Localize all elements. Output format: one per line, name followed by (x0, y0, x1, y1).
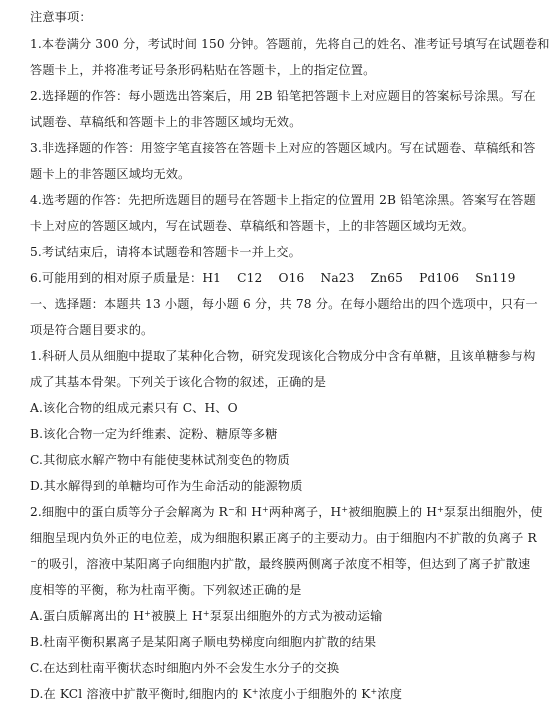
superscript: + (251, 687, 259, 696)
notice-item-2-line-2: 试题卷、草稿纸和答题卡上的非答题区域均无效。 (30, 115, 302, 129)
q2-text: 泵泵出细胞外的方式为被动运输 (209, 609, 383, 623)
q2-stem-line-4: 度相等的平衡，称为杜南平衡。下列叙述正确的是 (30, 583, 302, 597)
q2-stem-line-3 (30, 556, 530, 572)
q2-stem-line-2: 细胞呈现内负外正的电位差，成为细胞积累正离子的主要动力。由于细胞内不扩散的负离子 R (30, 531, 537, 545)
q1-option-c: C.其彻底水解产物中有能使斐林试剂变色的物质 (30, 453, 290, 467)
notice-item-6-atomic-masses: 6.可能用到的相对原子质量是：H1 C12 O16 Na23 Zn65 Pd106 Sn119 (30, 271, 516, 285)
notice-item-2-line-1: 2.选择题的作答：每小题选出答案后，用 2B 铅笔把答题卡上对应题目的答案标号涂黑。写在 (30, 89, 536, 103)
superscript: − (30, 557, 37, 566)
q2-text: 的吸引，溶液中某阳离子向细胞内扩散，最终膜两侧离子浓度不相等，但达到了离子扩散速 (36, 557, 531, 571)
superscript: + (341, 505, 349, 514)
q1-stem-line-1: 1.科研人员从细胞中提取了某种化合物，研究发现该化合物成分中含有单糖，且该单糖参与构 (30, 349, 536, 363)
superscript: + (144, 609, 151, 618)
notice-item-1-line-2: 答题卡上，并将准考证号条形码粘贴在答题卡，上的指定位置。 (30, 63, 376, 77)
notice-item-3-line-2: 题卡上的非答题区域均无效。 (30, 167, 191, 181)
notice-item-3-line-1: 3.非选择题的作答：用签字笔直接答在答题卡上对应的答题区域内。写在试题卷、草稿纸和答 (30, 141, 536, 155)
q2-text: 2.细胞中的蛋白质等分子会解离为 R (30, 505, 229, 519)
superscript: + (262, 505, 269, 514)
q2-text: 两种离子，H (268, 505, 342, 519)
q2-text: 被膜上 H (151, 609, 203, 623)
q1-stem-line-2: 成了其基本骨架。下列关于该化合物的叙述，正确的是 (30, 375, 327, 389)
q1-option-d: D.其水解得到的单糖均可作为生命活动的能源物质 (30, 479, 303, 493)
notice-heading: 注意事项： (30, 10, 92, 24)
q2-stem-line-1 (30, 504, 543, 520)
q2-option-d (30, 686, 530, 702)
superscript: − (228, 505, 235, 514)
section-heading-line-1: 一、选择题：本题共 13 小题，每小题 6 分，共 78 分。在每小题给出的四个选项中，只有一 (30, 297, 538, 311)
notice-item-4-line-1: 4.选考题的作答：先把所选题目的题号在答题卡上指定的位置用 2B 铅笔涂黑。答案写在答题 (30, 193, 536, 207)
q2-text: 和 H (234, 505, 263, 519)
q2-option-c: C.在达到杜南平衡状态时细胞内外不会发生水分子的交换 (30, 661, 340, 675)
superscript: + (437, 505, 444, 514)
q2-option-a (30, 608, 530, 624)
section-heading-line-2: 项是符合题目要求的。 (30, 323, 154, 337)
superscript: + (202, 609, 210, 618)
q2-text: 浓度 (377, 687, 403, 701)
superscript: + (370, 687, 378, 696)
q2-text: A.蛋白质解离出的 H (30, 609, 145, 623)
q2-text: 浓度小于细胞外的 K (258, 687, 371, 701)
notice-item-4-line-2: 卡上对应的答题区域内，写在试题卷、草稿纸和答题卡，上的非答题区域均无效。 (30, 219, 475, 233)
q2-text: 被细胞膜上的 H (348, 505, 438, 519)
notice-item-1-line-1: 1.本卷满分 300 分，考试时间 150 分钟。答题前，先将自己的姓名、准考证号填写在试题卷和 (30, 37, 550, 51)
q2-option-b: B.杜南平衡积累离子是某阳离子顺电势梯度向细胞内扩散的结果 (30, 635, 377, 649)
q1-option-b: B.该化合物一定为纤维素、淀粉、糖原等多糖 (30, 427, 278, 441)
q2-text: D.在 KCl 溶液中扩散平衡时,细胞内的 K (30, 687, 252, 701)
q1-option-a: A.该化合物的组成元素只有 C、H、O (30, 401, 238, 415)
notice-item-5: 5.考试结束后，请将本试题卷和答题卡一并上交。 (30, 245, 302, 259)
q2-text: 泵泵出细胞外，使 (443, 505, 543, 519)
